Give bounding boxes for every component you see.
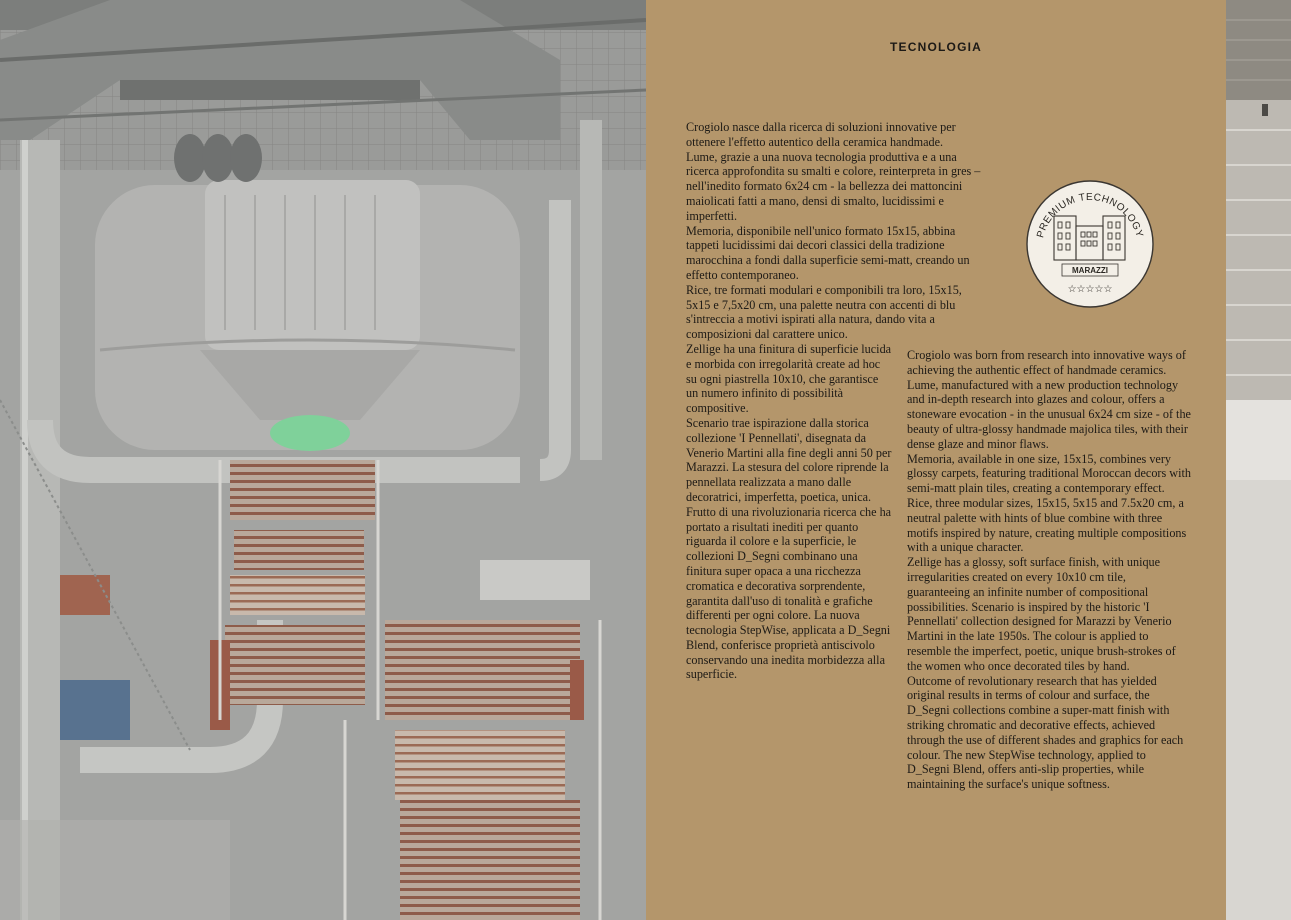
badge-stars: ☆☆☆☆☆ [1067, 284, 1113, 295]
italian-paragraph: Rice, tre formati modulari e componibili tra loro, 15x15, 5x15 e 7,5x20 cm, una palette neutra con accenti di blu s'intreccia a motivi ispirati alla natura, dando vita a composizioni dal carattere unico. [686, 282, 962, 342]
badge-arc-text: PREMIUM TECHNOLOGY [1035, 191, 1145, 240]
english-text-column [907, 348, 1191, 792]
premium-technology-badge [1024, 178, 1156, 310]
warehouse-photo [1226, 0, 1291, 920]
badge-brand: MARAZZI [1072, 266, 1108, 275]
italian-paragraph: Crogiolo nasce dalla ricerca di soluzioni innovative per ottenere l'effetto autentico della ceramica handmade. [686, 120, 956, 149]
section-title: TECNOLOGIA [890, 40, 982, 54]
italian-paragraph: Frutto di una rivoluzionaria ricerca che ha portato a risultati inediti per quanto riguarda il colore e la superficie, le collezioni D_Segni combinano una finitura super opaca a una ricchezza cromatica e decorativa sorprendente, garantita dall'uso di tonalità e grafiche differenti per ogni colore. La nuova tecnologia StepWise, applicata a D_Segni Blend, conferisce proprietà antiscivolo conservando una inedita morbidezza alla superficie. [686, 504, 892, 682]
italian-paragraph: Zellige ha una finitura di superficie lucida e morbida con irregolarità create ad hoc su ogni piastrella 10x10, che garantisce un numero infinito di possibilità compositive. [686, 341, 892, 416]
text-panel [646, 0, 1226, 920]
italian-paragraph: Memoria, disponibile nell'unico formato 15x15, abbina tappeti lucidissimi dai decori classici della tradizione marocchina a fondi dalla superficie semi-matt, creando un effetto contemporaneo. [686, 223, 970, 282]
italian-paragraph: Lume, grazie a una nuova tecnologia produttiva e a una ricerca approfondita su smalti e colore, reinterpreta in gres – nell'inedito formato 6x24 cm - la bellezza dei mattoncini maiolicati fatti a mano, densi di smalto, lucidissimi e imperfetti. [686, 149, 981, 223]
english-paragraph: Crogiolo was born from research into innovative ways of achieving the authentic effect of handmade ceramics. Lume, manufactured with a new production technology and in-depth research into glazes and colour, offers a stoneware evocation - in the unusual 6x24 cm size - of the beauty of ultra-glossy handmade majolica tiles, with their dense glaze and minor flaws. [907, 348, 1191, 451]
english-paragraph: Zellige has a glossy, soft surface finish, with unique irregularities created on every 10x10 cm tile, guaranteeing an infinite number of compositional possibilities. Scenario is inspired by the historic 'I Pennellati' collection designed for Marazzi by Venerio Martini in the late 1950s. The colour is applied to resemble the imperfect, poetic, unique brush-strokes of the women who once decorated tiles by hand. [907, 555, 1176, 673]
italian-paragraph: Scenario trae ispirazione dalla storica collezione 'I Pennellati', disegnata da Venerio Martini alla fine degli anni 50 per Marazzi. La stesura del colore riprende la pennellata realizzata a mano dalle decoratrici, imperfetta, poetica, unica. [686, 415, 892, 504]
warehouse-illustration [1226, 0, 1291, 920]
english-paragraph: Memoria, available in one size, 15x15, combines very glossy carpets, featuring traditional Moroccan decors with semi-matt plain tiles, creating a contemporary effect. Rice, three modular sizes, 15x15, 5x15 and 7.5x20 cm, a neutral palette with hints of blue combine with three motifs inspired by nature, creating multiple compositions with a unique character. [907, 451, 1191, 555]
english-paragraph: Outcome of revolutionary research that has yielded original results in terms of colour and surface, the D_Segni collections combine a super-matt finish with striking chromatic and decorative effects, achieved through the use of different shades and graphics for each colour. The new StepWise technology, applied to D_Segni Blend, offers anti-slip properties, while maintaining the surface's unique softness. [907, 673, 1184, 792]
